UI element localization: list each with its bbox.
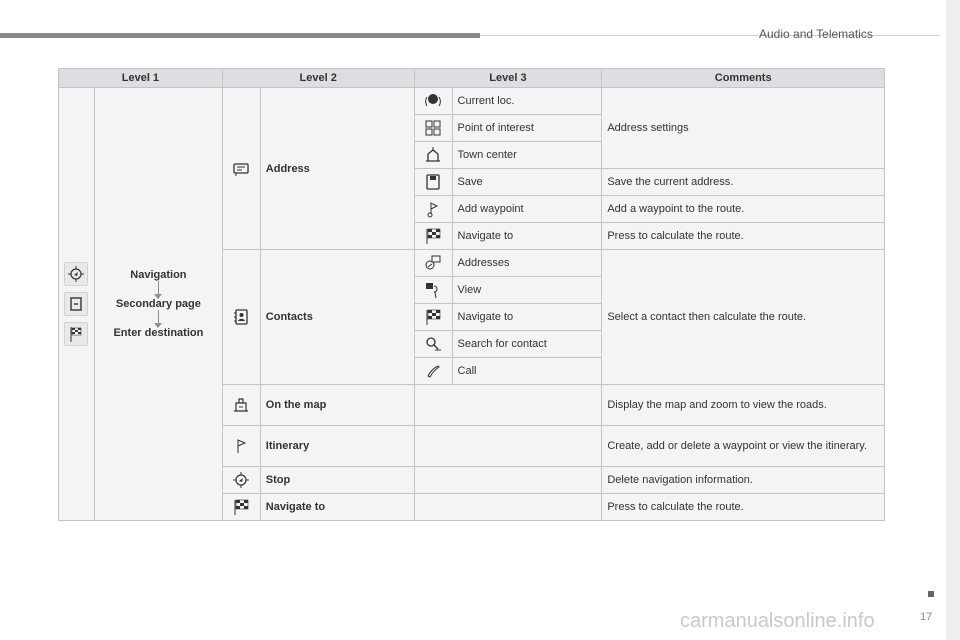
town-center-icon-cell xyxy=(414,142,452,169)
address-settings-comment: Address settings xyxy=(602,88,885,169)
save-icon-cell xyxy=(414,169,452,196)
final-navigate-label: Navigate to xyxy=(260,494,414,521)
save-label: Save xyxy=(452,169,602,196)
empty-cell xyxy=(414,467,602,494)
itinerary-comment: Create, add or delete a waypoint or view the itinerary. xyxy=(602,426,885,467)
header-rule xyxy=(0,33,480,38)
view-icon xyxy=(423,280,443,300)
menu-table xyxy=(58,68,885,521)
stop-icon-cell xyxy=(222,467,260,494)
page-side-strip xyxy=(946,0,960,640)
itinerary-label: Itinerary xyxy=(260,426,414,467)
town-center-icon xyxy=(423,145,443,165)
col-level3: Level 3 xyxy=(414,69,602,88)
save-comment: Save the current address. xyxy=(602,169,885,196)
col-level1: Level 1 xyxy=(59,69,223,88)
map-icon-cell xyxy=(222,385,260,426)
search-contact-icon xyxy=(423,334,443,354)
navigate-to-icon-cell xyxy=(414,223,452,250)
checkered-flag-icon xyxy=(423,307,443,327)
poi-label: Point of interest xyxy=(452,115,602,142)
contacts-comment: Select a contact then calculate the route. xyxy=(602,250,885,385)
table-header-row xyxy=(59,69,885,88)
contact-navigate-icon-cell xyxy=(414,304,452,331)
section-title: Audio and Telematics xyxy=(759,27,873,41)
add-waypoint-comment: Add a waypoint to the route. xyxy=(602,196,885,223)
addresses-icon-cell xyxy=(414,250,452,277)
address-icon-cell xyxy=(222,88,260,250)
path-secondary-page: Secondary page xyxy=(115,297,201,310)
address-icon xyxy=(231,160,251,178)
address-label: Address xyxy=(260,88,414,250)
stop-label: Stop xyxy=(260,467,414,494)
add-waypoint-label: Add waypoint xyxy=(452,196,602,223)
checkered-flag-icon xyxy=(423,226,443,246)
path-arrow xyxy=(158,281,159,295)
contacts-icon xyxy=(231,307,251,327)
navigate-to-comment: Press to calculate the route. xyxy=(602,223,885,250)
level2-path xyxy=(94,88,222,521)
on-the-map-label: On the map xyxy=(260,385,414,426)
level1-icons xyxy=(59,88,95,521)
checkered-flag-icon xyxy=(64,322,88,346)
empty-cell xyxy=(414,494,602,521)
navigate-to-label: Navigate to xyxy=(452,223,602,250)
contacts-icon-cell xyxy=(222,250,260,385)
table-row xyxy=(59,88,885,115)
call-label: Call xyxy=(452,358,602,385)
poi-icon-cell xyxy=(414,115,452,142)
final-navigate-comment: Press to calculate the route. xyxy=(602,494,885,521)
waypoint-icon-cell xyxy=(414,196,452,223)
checkered-flag-icon xyxy=(231,497,251,517)
secondary-page-icon xyxy=(64,292,88,316)
flag-icon xyxy=(231,436,251,456)
itinerary-icon-cell xyxy=(222,426,260,467)
contact-navigate-label: Navigate to xyxy=(452,304,602,331)
path-enter-destination: Enter destination xyxy=(113,326,204,339)
path-navigation: Navigation xyxy=(130,268,187,281)
empty-cell xyxy=(414,385,602,426)
page-number: 17 xyxy=(920,611,933,623)
final-navigate-icon-cell xyxy=(222,494,260,521)
end-mark xyxy=(928,591,934,597)
search-contact-label: Search for contact xyxy=(452,331,602,358)
col-level2: Level 2 xyxy=(222,69,414,88)
save-icon xyxy=(423,172,443,192)
view-icon-cell xyxy=(414,277,452,304)
on-the-map-comment: Display the map and zoom to view the roads. xyxy=(602,385,885,426)
col-comments: Comments xyxy=(602,69,885,88)
town-center-label: Town center xyxy=(452,142,602,169)
current-loc-icon-cell xyxy=(414,88,452,115)
empty-cell xyxy=(414,426,602,467)
addresses-label: Addresses xyxy=(452,250,602,277)
poi-icon xyxy=(423,118,443,138)
path-arrow xyxy=(158,310,159,324)
phone-icon xyxy=(423,361,443,381)
location-icon xyxy=(423,91,443,111)
call-icon-cell xyxy=(414,358,452,385)
search-contact-icon-cell xyxy=(414,331,452,358)
watermark: carmanualsonline.info xyxy=(680,610,875,632)
stop-navigation-icon xyxy=(231,470,251,490)
waypoint-icon xyxy=(423,199,443,219)
view-label: View xyxy=(452,277,602,304)
map-icon xyxy=(231,395,251,415)
stop-comment: Delete navigation information. xyxy=(602,467,885,494)
navigation-icon xyxy=(64,262,88,286)
current-loc-label: Current loc. xyxy=(452,88,602,115)
contacts-label: Contacts xyxy=(260,250,414,385)
addresses-icon xyxy=(423,253,443,273)
